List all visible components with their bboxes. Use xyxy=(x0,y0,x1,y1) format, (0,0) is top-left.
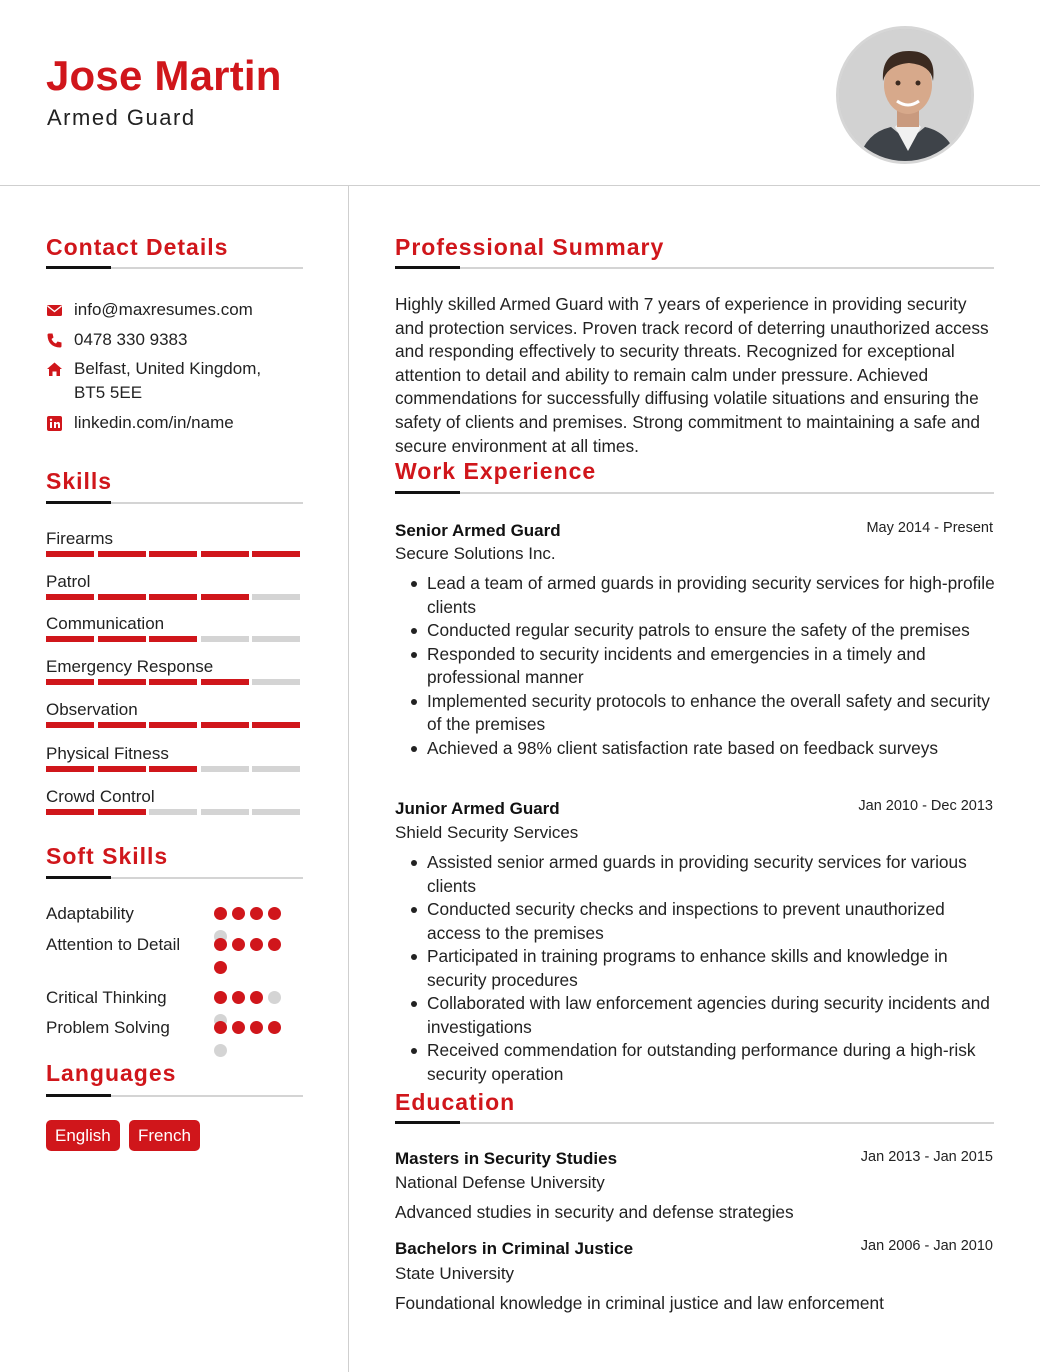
soft-skill-level-dot xyxy=(250,991,263,1004)
skill-row xyxy=(46,787,302,809)
skill-level-segment xyxy=(201,766,249,772)
job-date: Jan 2010 - Dec 2013 xyxy=(858,798,993,814)
skill-level-segment xyxy=(98,766,146,772)
soft-skill-level-dot xyxy=(268,938,281,951)
skill-level-bars xyxy=(46,551,302,557)
profile-photo xyxy=(836,26,974,164)
list-item: Conducted regular security patrols to ensure the safety of the premises xyxy=(395,619,995,643)
soft-skills-section-rule xyxy=(46,877,303,879)
soft-skill-level-dot xyxy=(268,991,281,1004)
soft-skill-level-dot xyxy=(250,938,263,951)
experience-section-title: Work Experience xyxy=(395,458,597,484)
skill-level-bars xyxy=(46,766,302,772)
skill-level-segment xyxy=(252,679,300,685)
soft-skill-label: Problem Solving xyxy=(46,1018,170,1037)
list-item: Implemented security protocols to enhance the overall safety and security of the premises xyxy=(395,690,995,737)
soft-skill-level-dot xyxy=(250,907,263,920)
skill-level-segment xyxy=(98,636,146,642)
list-item: Participated in training programs to enhance skills and knowledge in security procedures xyxy=(395,945,995,992)
languages-section-rule xyxy=(46,1095,303,1097)
education-section-rule xyxy=(395,1122,994,1124)
skill-level-segment xyxy=(98,594,146,600)
skill-label: Patrol xyxy=(46,572,91,591)
list-item: Assisted senior armed guards in providing security services for various clients xyxy=(395,851,995,898)
skill-row xyxy=(46,572,302,594)
skill-level-bars xyxy=(46,809,302,815)
job-organization: Secure Solutions Inc. xyxy=(395,544,556,563)
skill-level-bars xyxy=(46,679,302,685)
list-item: Conducted security checks and inspections to prevent unauthorized access to the premises xyxy=(395,898,995,945)
contact-email-text: info@maxresumes.com xyxy=(74,300,253,319)
soft-skill-row xyxy=(46,986,302,1009)
skill-level-segment xyxy=(149,551,197,557)
list-item: Received commendation for outstanding performance during a high-risk security operation xyxy=(395,1039,995,1086)
soft-skill-label: Adaptability xyxy=(46,904,134,923)
skill-level-bars xyxy=(46,594,302,600)
summary-text: Highly skilled Armed Guard with 7 years of experience in providing security and protection services. Proven track record of deterring unauthorized access and responding effectively to security threats. Recognized for exceptional attention to detail and ability to remain calm under pressure. Achieved commendations for successfully diffusing volatile situations and ensuring the safety of clients and premises. Strong commitment to maintaining a safe and secure environment at all times. xyxy=(395,294,989,456)
skill-row xyxy=(46,529,302,551)
phone-icon xyxy=(46,332,63,349)
skill-level-segment xyxy=(149,809,197,815)
education-section-title: Education xyxy=(395,1089,516,1115)
soft-skill-level-dot xyxy=(214,938,227,951)
skill-level-segment xyxy=(201,551,249,557)
skill-level-segment xyxy=(252,551,300,557)
skill-level-segment xyxy=(46,766,94,772)
soft-skill-level-dot xyxy=(268,907,281,920)
education-description: Advanced studies in security and defense strategies xyxy=(395,1202,794,1222)
skill-row xyxy=(46,614,302,636)
skill-level-segment xyxy=(201,679,249,685)
skill-level-segment xyxy=(149,679,197,685)
soft-skill-level-dot xyxy=(232,938,245,951)
soft-skill-row xyxy=(46,902,302,925)
skill-level-segment xyxy=(149,766,197,772)
skill-level-segment xyxy=(252,594,300,600)
linkedin-icon xyxy=(46,415,63,432)
skill-level-segment xyxy=(252,766,300,772)
skill-level-segment xyxy=(201,636,249,642)
contact-section-rule xyxy=(46,267,303,269)
skill-level-segment xyxy=(46,809,94,815)
skill-level-segment xyxy=(46,679,94,685)
soft-skill-row xyxy=(46,933,302,956)
contact-linkedin-text: linkedin.com/in/name xyxy=(74,413,234,432)
soft-skill-row xyxy=(46,1016,302,1039)
school-name: National Defense University xyxy=(395,1173,605,1192)
skill-label: Communication xyxy=(46,614,165,633)
skill-level-bars xyxy=(46,722,302,728)
soft-skills-section-title: Soft Skills xyxy=(46,843,169,869)
skill-level-segment xyxy=(201,809,249,815)
skill-level-segment xyxy=(149,594,197,600)
skill-level-bars xyxy=(46,636,302,642)
soft-skill-label: Attention to Detail xyxy=(46,935,181,954)
list-item: Responded to security incidents and emergencies in a timely and professional manner xyxy=(395,643,995,690)
language-badge: English xyxy=(46,1120,120,1151)
skill-level-segment xyxy=(98,722,146,728)
education-date: Jan 2013 - Jan 2015 xyxy=(860,1149,993,1165)
skills-section-rule xyxy=(46,502,303,504)
school-name: State University xyxy=(395,1264,515,1283)
skill-label: Observation xyxy=(46,700,138,719)
skill-level-segment xyxy=(201,722,249,728)
skill-level-segment xyxy=(252,809,300,815)
list-item: Achieved a 98% client satisfaction rate based on feedback surveys xyxy=(395,737,995,761)
job-bullets xyxy=(395,572,995,760)
skill-level-segment xyxy=(46,551,94,557)
summary-section-title: Professional Summary xyxy=(395,234,665,260)
skill-label: Physical Fitness xyxy=(46,744,169,763)
soft-skill-label: Critical Thinking xyxy=(46,988,167,1007)
soft-skill-level-dot xyxy=(232,991,245,1004)
candidate-title: Armed Guard xyxy=(47,105,196,130)
languages-section-title: Languages xyxy=(46,1060,177,1086)
skill-level-segment xyxy=(98,809,146,815)
skill-row xyxy=(46,700,302,722)
job-organization: Shield Security Services xyxy=(395,823,579,842)
soft-skill-level-dot xyxy=(214,1044,227,1057)
education-date: Jan 2006 - Jan 2010 xyxy=(860,1238,993,1254)
job-date: May 2014 - Present xyxy=(866,520,993,536)
contact-section-title: Contact Details xyxy=(46,234,229,260)
resume-header xyxy=(0,0,1040,186)
skill-level-segment xyxy=(252,722,300,728)
skill-level-segment xyxy=(46,636,94,642)
summary-section-rule xyxy=(395,267,994,269)
skills-section-title: Skills xyxy=(46,468,113,494)
soft-skill-level-dot xyxy=(232,907,245,920)
contact-phone-text: 0478 330 9383 xyxy=(74,330,188,349)
skill-level-segment xyxy=(46,594,94,600)
job-bullets xyxy=(395,851,995,1086)
skill-level-segment xyxy=(46,722,94,728)
degree-title: Masters in Security Studies xyxy=(395,1149,618,1168)
skill-level-segment xyxy=(98,679,146,685)
column-divider xyxy=(348,186,349,1372)
soft-skill-level-dot xyxy=(214,907,227,920)
experience-section-rule xyxy=(395,492,994,494)
contact-address-line1: Belfast, United Kingdom, xyxy=(74,359,262,378)
soft-skill-level-dot xyxy=(214,1021,227,1034)
skill-level-segment xyxy=(149,722,197,728)
job-title: Senior Armed Guard xyxy=(395,521,561,540)
list-item: Collaborated with law enforcement agencies during security incidents and investigations xyxy=(395,992,995,1039)
degree-title: Bachelors in Criminal Justice xyxy=(395,1239,634,1258)
person-portrait-icon xyxy=(839,29,974,164)
skill-row xyxy=(46,657,302,679)
skill-level-segment xyxy=(98,551,146,557)
list-item: Lead a team of armed guards in providing security services for high-profile clients xyxy=(395,572,995,619)
skill-level-segment xyxy=(252,636,300,642)
language-badge: French xyxy=(129,1120,200,1151)
soft-skill-level-dot xyxy=(250,1021,263,1034)
soft-skill-level-dot xyxy=(268,1021,281,1034)
job-title: Junior Armed Guard xyxy=(395,799,560,818)
home-icon xyxy=(46,361,63,378)
skill-label: Emergency Response xyxy=(46,657,214,676)
soft-skill-level-dot xyxy=(214,991,227,1004)
contact-address-line2: BT5 5EE xyxy=(74,383,143,402)
soft-skill-level-dot xyxy=(214,961,227,974)
skill-label: Firearms xyxy=(46,529,114,548)
soft-skill-level-dot xyxy=(232,1021,245,1034)
education-description: Foundational knowledge in criminal justice and law enforcement xyxy=(395,1293,884,1313)
candidate-name: Jose Martin xyxy=(46,52,282,99)
skill-row xyxy=(46,744,302,766)
skill-label: Crowd Control xyxy=(46,787,155,806)
skill-level-segment xyxy=(201,594,249,600)
skill-level-segment xyxy=(149,636,197,642)
envelope-icon xyxy=(46,302,63,319)
